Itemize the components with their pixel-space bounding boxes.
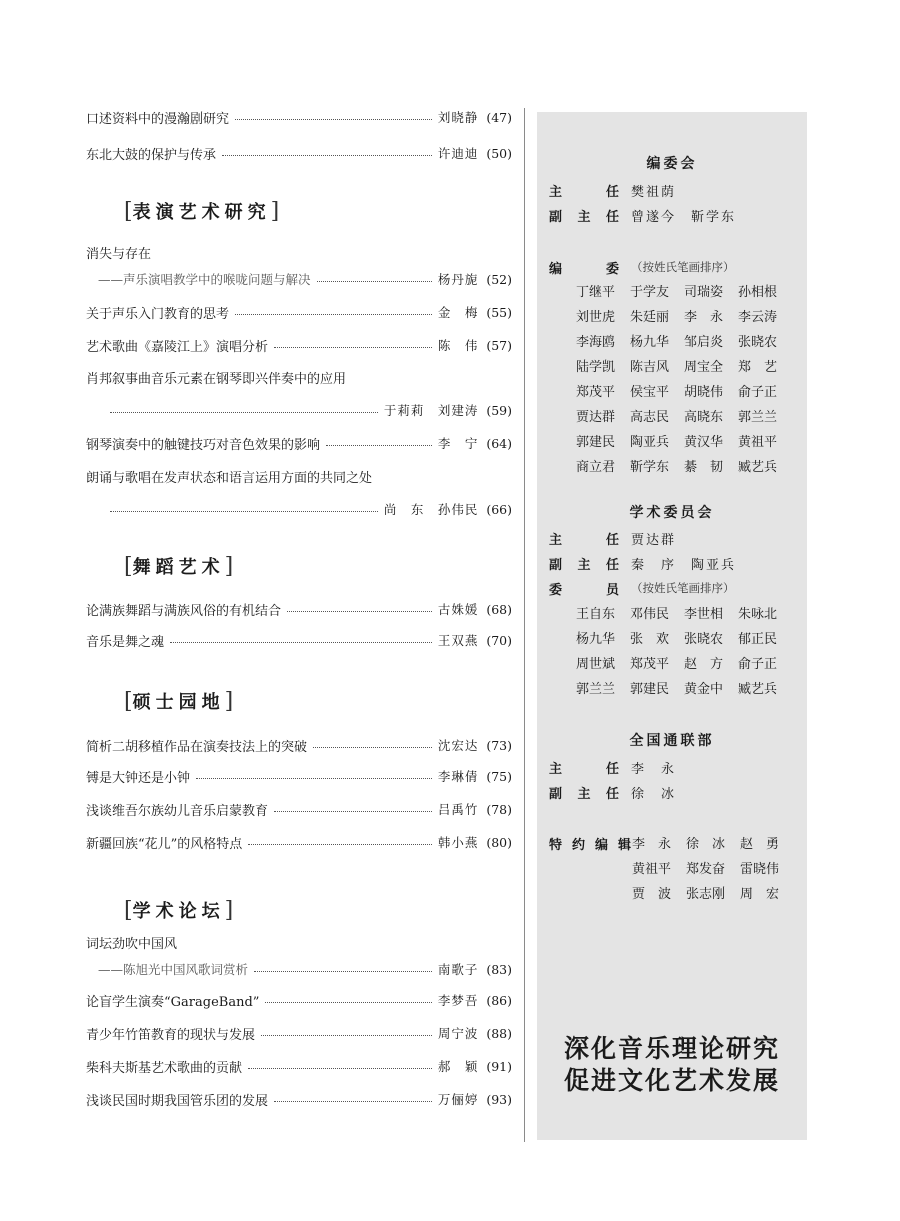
member-name: 臧艺兵 xyxy=(738,682,778,697)
member-name: 胡晓伟 xyxy=(684,385,724,400)
role-names: 曾遂今 靳学东 xyxy=(631,209,737,225)
board-row xyxy=(549,757,799,777)
toc-entry xyxy=(86,1090,512,1108)
entry-author: 李梦吾 xyxy=(437,993,479,1008)
member-name: 司瑞姿 xyxy=(684,285,724,300)
entry-title: 论盲学生演奏“GarageBand” xyxy=(86,994,260,1010)
entry-title: 新疆回族“花儿”的风格特点 xyxy=(86,836,243,852)
entry-title: 钢琴演奏中的触键技巧对音色效果的影响 xyxy=(86,437,321,453)
member-name: 于学友 xyxy=(630,285,670,300)
entry-page-number: (47) xyxy=(486,109,512,125)
member-names-row xyxy=(632,883,862,903)
leader-dots xyxy=(222,155,432,156)
member-name: 俞子正 xyxy=(738,657,778,672)
entry-author: 许迪迪 xyxy=(437,146,479,161)
board-row xyxy=(549,782,799,802)
label-char: 任 xyxy=(605,786,619,802)
toc-entry xyxy=(86,1024,512,1042)
section-heading xyxy=(124,196,279,226)
entry-author: 李 宁 xyxy=(437,436,479,451)
entry-page-number: (73) xyxy=(486,737,512,753)
member-name: 邹启炎 xyxy=(684,335,724,350)
toc-entry xyxy=(86,108,512,126)
toc-entry xyxy=(86,336,512,354)
leader-dots xyxy=(274,347,432,348)
member-name: 赵 方 xyxy=(684,657,724,672)
member-name: 郭建民 xyxy=(630,682,670,697)
role-label xyxy=(549,834,643,853)
member-names-row xyxy=(576,456,806,476)
toc-entry xyxy=(86,736,512,754)
entry-page-number: (66) xyxy=(486,501,512,517)
label-char: 任 xyxy=(605,761,619,777)
entry-author: 韩小燕 xyxy=(437,835,479,850)
member-name: 周世斌 xyxy=(576,657,616,672)
ordering-note: （按姓氏笔画排序） xyxy=(631,581,735,595)
role-label xyxy=(549,579,631,598)
member-name: 李世相 xyxy=(684,607,724,622)
entry-title: 浅谈维吾尔族幼儿音乐启蒙教育 xyxy=(86,803,269,819)
entry-title: 消失与存在 xyxy=(86,246,152,262)
member-name: 张志刚 xyxy=(686,887,726,902)
member-names-row xyxy=(576,628,806,648)
leader-dots xyxy=(235,314,432,315)
entry-author: 陈 伟 xyxy=(437,338,479,353)
member-name: 雷晓伟 xyxy=(740,862,780,877)
member-name: 丁继平 xyxy=(576,285,616,300)
member-name: 陆学凯 xyxy=(576,360,616,375)
role-label xyxy=(549,258,631,277)
bracket-left: [ xyxy=(124,897,133,923)
member-name: 綦 韧 xyxy=(684,460,724,475)
member-name: 邓伟民 xyxy=(630,607,670,622)
member-name: 李 永 xyxy=(684,310,724,325)
toc-entry xyxy=(86,991,512,1009)
member-name: 张 欢 xyxy=(630,632,670,647)
entry-author: 沈宏达 xyxy=(437,738,479,753)
label-char: 编 xyxy=(549,261,563,277)
member-names-row xyxy=(576,603,806,623)
leader-dots xyxy=(317,281,432,282)
member-name: 郑发奋 xyxy=(686,862,726,877)
role-names: 李 永 xyxy=(631,761,677,777)
member-name: 陈吉风 xyxy=(630,360,670,375)
member-name: 高晓东 xyxy=(684,410,724,425)
member-names-row xyxy=(576,653,806,673)
entry-page-number: (59) xyxy=(486,402,512,418)
member-name: 杨九华 xyxy=(576,632,616,647)
entry-subtitle: ——陈旭光中国风歌词赏析 xyxy=(98,962,249,977)
member-name: 黄祖平 xyxy=(632,862,672,877)
entry-page-number: (91) xyxy=(486,1058,512,1074)
entry-author: 杨丹旎 xyxy=(437,272,479,287)
member-name: 朱廷丽 xyxy=(630,310,670,325)
member-name: 杨九华 xyxy=(630,335,670,350)
member-name: 郑茂平 xyxy=(630,657,670,672)
entry-author: 周宁波 xyxy=(437,1026,479,1041)
toc-entry xyxy=(86,434,512,452)
leader-dots xyxy=(265,1002,431,1003)
member-name: 周 宏 xyxy=(740,887,780,902)
toc-entry xyxy=(86,800,512,818)
leader-dots xyxy=(170,642,432,643)
entry-author: 金 梅 xyxy=(437,305,479,320)
toc-entry xyxy=(104,401,512,419)
entry-author: 南歌子 xyxy=(437,962,479,977)
toc-entry xyxy=(98,270,512,288)
editorial-board-panel xyxy=(537,112,807,1140)
member-name: 侯宝平 xyxy=(630,385,670,400)
member-name: 徐 冰 xyxy=(686,837,726,852)
entry-page-number: (83) xyxy=(486,961,512,977)
entry-author: 于莉莉 刘建涛 xyxy=(383,403,479,418)
entry-title: 关于声乐入门教育的思考 xyxy=(86,306,230,322)
member-name: 张晓农 xyxy=(738,335,778,350)
entry-page-number: (55) xyxy=(486,304,512,320)
member-names-row xyxy=(632,833,862,853)
section-name: 舞蹈艺术 xyxy=(132,557,225,578)
entry-title: 柴科夫斯基艺术歌曲的贡献 xyxy=(86,1060,243,1076)
entry-author: 刘晓静 xyxy=(437,110,479,125)
board-heading: 编委会 xyxy=(646,156,698,172)
role-names: 贾达群 xyxy=(631,532,677,548)
label-char: 副 xyxy=(549,786,563,802)
leader-dots xyxy=(261,1035,432,1036)
role-label xyxy=(549,529,631,548)
member-name: 高志民 xyxy=(630,410,670,425)
entry-page-number: (68) xyxy=(486,601,512,617)
board-heading: 全国通联部 xyxy=(629,733,715,749)
section-name: 表演艺术研究 xyxy=(132,202,271,223)
entry-title: 肖邦叙事曲音乐元素在钢琴即兴伴奏中的应用 xyxy=(86,371,347,387)
leader-dots xyxy=(326,445,432,446)
member-name: 贾达群 xyxy=(576,410,616,425)
entry-author: 王双燕 xyxy=(437,633,479,648)
toc-entry xyxy=(86,767,512,785)
member-name: 黄金中 xyxy=(684,682,724,697)
label-char: 任 xyxy=(605,209,619,225)
label-char: 主 xyxy=(577,209,591,225)
label-char: 委 xyxy=(549,582,563,598)
toc-entry xyxy=(86,144,512,162)
leader-dots xyxy=(196,778,432,779)
label-char: 约 xyxy=(571,837,585,853)
label-char: 主 xyxy=(549,761,563,777)
entry-author: 李琳倩 xyxy=(437,769,479,784)
leader-dots xyxy=(274,811,432,812)
role-label xyxy=(549,758,631,777)
board-row xyxy=(549,578,799,598)
member-name: 郁正民 xyxy=(738,632,778,647)
entry-page-number: (57) xyxy=(486,337,512,353)
board-row xyxy=(549,205,799,225)
member-names-row xyxy=(576,356,806,376)
entry-author: 吕禹竹 xyxy=(437,802,479,817)
section-heading xyxy=(124,551,233,581)
member-names-row xyxy=(576,431,806,451)
label-char: 副 xyxy=(549,557,563,573)
leader-dots xyxy=(248,1068,432,1069)
leader-dots xyxy=(248,844,432,845)
ordering-note: （按姓氏笔画排序） xyxy=(631,260,735,274)
entry-page-number: (93) xyxy=(486,1091,512,1107)
member-name: 郑茂平 xyxy=(576,385,616,400)
member-name: 孙相根 xyxy=(738,285,778,300)
leader-dots xyxy=(110,511,378,512)
label-char: 员 xyxy=(605,582,619,598)
entry-title: 词坛劲吹中国风 xyxy=(86,936,178,952)
leader-dots xyxy=(254,971,432,972)
leader-dots xyxy=(313,747,432,748)
entry-author: 郝 颖 xyxy=(437,1059,479,1074)
role-label xyxy=(549,783,631,802)
board-row xyxy=(549,553,799,573)
leader-dots xyxy=(235,119,432,120)
toc-entry xyxy=(86,600,512,618)
member-name: 黄祖平 xyxy=(738,435,778,450)
board-row xyxy=(549,257,799,277)
entry-title: 浅谈民国时期我国管乐团的发展 xyxy=(86,1093,269,1109)
bracket-right: ] xyxy=(224,688,234,714)
label-char: 辑 xyxy=(617,837,631,853)
board-heading: 学术委员会 xyxy=(629,505,715,521)
member-name: 黄汉华 xyxy=(684,435,724,450)
label-char: 编 xyxy=(594,837,608,853)
entry-page-number: (50) xyxy=(486,145,512,161)
member-names-row xyxy=(576,406,806,426)
member-name: 郭兰兰 xyxy=(738,410,778,425)
member-name: 臧艺兵 xyxy=(738,460,778,475)
label-char: 任 xyxy=(605,557,619,573)
member-name: 贾 波 xyxy=(632,887,672,902)
member-names-row xyxy=(576,331,806,351)
entry-title: 论满族舞蹈与满族风俗的有机结合 xyxy=(86,603,282,619)
bracket-right: ] xyxy=(270,198,280,224)
member-name: 刘世虎 xyxy=(576,310,616,325)
slogan-line: 深化音乐理论研究 xyxy=(563,1034,780,1063)
label-char: 任 xyxy=(605,532,619,548)
label-char: 主 xyxy=(549,532,563,548)
member-name: 商立君 xyxy=(576,460,616,475)
member-name: 周宝全 xyxy=(684,360,724,375)
section-heading xyxy=(124,895,233,925)
entry-title: 音乐是舞之魂 xyxy=(86,634,165,650)
label-char: 主 xyxy=(577,557,591,573)
member-name: 靳学东 xyxy=(630,460,670,475)
member-names-row xyxy=(576,381,806,401)
entry-page-number: (64) xyxy=(486,435,512,451)
board-row xyxy=(549,528,799,548)
leader-dots xyxy=(274,1101,432,1102)
role-label xyxy=(549,206,631,225)
section-heading xyxy=(124,686,233,716)
entry-subtitle: ——声乐演唱教学中的喉咙问题与解决 xyxy=(98,272,311,287)
member-name: 李云涛 xyxy=(738,310,778,325)
entry-page-number: (75) xyxy=(486,768,512,784)
column-divider xyxy=(524,108,525,1142)
label-char: 主 xyxy=(577,786,591,802)
toc-entry xyxy=(86,631,512,649)
slogan-line: 促进文化艺术发展 xyxy=(563,1066,780,1095)
member-names-row xyxy=(576,306,806,326)
role-names: 徐 冰 xyxy=(631,786,677,802)
member-name: 李 永 xyxy=(632,837,672,852)
entry-title: 朗诵与歌唱在发声状态和语言运用方面的共同之处 xyxy=(86,470,373,486)
member-name: 赵 勇 xyxy=(740,837,780,852)
member-names-row xyxy=(576,281,806,301)
section-name: 硕士园地 xyxy=(132,692,225,713)
board-row xyxy=(549,180,799,200)
member-name: 张晓农 xyxy=(684,632,724,647)
member-name: 陶亚兵 xyxy=(630,435,670,450)
entry-title: 东北大鼓的保护与传承 xyxy=(86,147,217,163)
member-name: 王自东 xyxy=(576,607,616,622)
toc-entry xyxy=(86,833,512,851)
section-name: 学术论坛 xyxy=(132,901,225,922)
entry-title: 镈是大钟还是小钟 xyxy=(86,770,191,786)
entry-author: 万俪婷 xyxy=(437,1092,479,1107)
entry-page-number: (86) xyxy=(486,992,512,1008)
label-char: 副 xyxy=(549,209,563,225)
entry-title: 艺术歌曲《嘉陵江上》演唱分析 xyxy=(86,339,269,355)
label-char: 主 xyxy=(549,184,563,200)
member-name: 李海鸥 xyxy=(576,335,616,350)
entry-page-number: (88) xyxy=(486,1025,512,1041)
entry-page-number: (70) xyxy=(486,632,512,648)
role-names: 樊祖荫 xyxy=(631,184,677,200)
toc-entry xyxy=(98,960,512,978)
toc-entry xyxy=(86,1057,512,1075)
role-label xyxy=(549,181,631,200)
entry-page-number: (52) xyxy=(486,271,512,287)
bracket-left: [ xyxy=(124,553,133,579)
bracket-left: [ xyxy=(124,198,133,224)
bracket-right: ] xyxy=(224,553,234,579)
entry-title: 口述资料中的漫瀚剧研究 xyxy=(86,111,230,127)
entry-author: 古姝媛 xyxy=(437,602,479,617)
bracket-left: [ xyxy=(124,688,133,714)
member-name: 郭兰兰 xyxy=(576,682,616,697)
toc-entry xyxy=(104,500,512,518)
entry-page-number: (80) xyxy=(486,834,512,850)
entry-author: 尚 东 孙伟民 xyxy=(383,502,479,517)
member-name: 朱咏北 xyxy=(738,607,778,622)
entry-title: 青少年竹笛教育的现状与发展 xyxy=(86,1027,256,1043)
label-char: 任 xyxy=(605,184,619,200)
role-names: 秦 序 陶亚兵 xyxy=(631,557,737,573)
leader-dots xyxy=(287,611,432,612)
member-names-row xyxy=(632,858,862,878)
role-label xyxy=(549,554,631,573)
leader-dots xyxy=(110,412,378,413)
label-char: 委 xyxy=(605,261,619,277)
entry-title: 简析二胡移植作品在演奏技法上的突破 xyxy=(86,739,308,755)
member-name: 郭建民 xyxy=(576,435,616,450)
label-char: 特 xyxy=(549,837,563,853)
toc-entry xyxy=(86,303,512,321)
bracket-right: ] xyxy=(224,897,234,923)
member-name: 俞子正 xyxy=(738,385,778,400)
entry-page-number: (78) xyxy=(486,801,512,817)
member-name: 郑 艺 xyxy=(738,360,778,375)
member-names-row xyxy=(576,678,806,698)
